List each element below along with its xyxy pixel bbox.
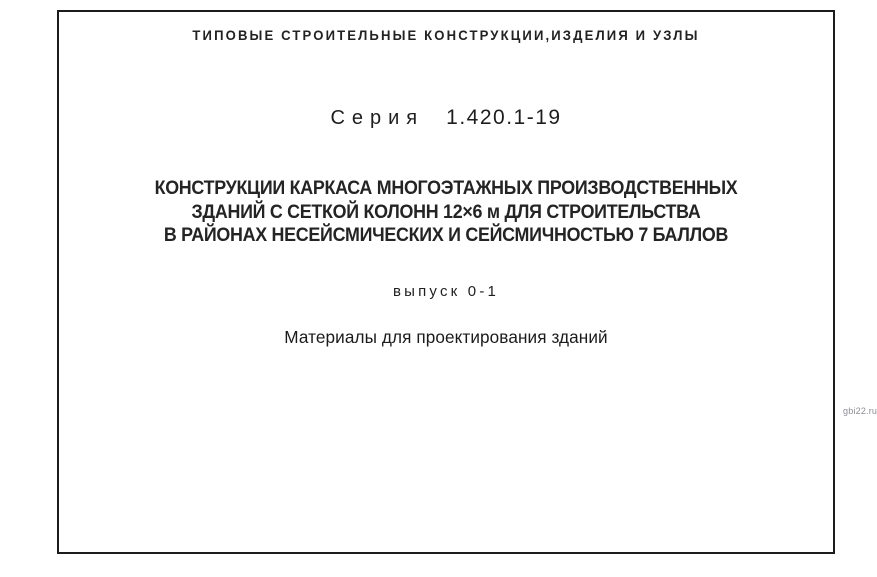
document-title-line-2: ЗДАНИЙ С СЕТКОЙ КОЛОНН 12×6 м ДЛЯ СТРОИТЕЛЬСТВА (191, 201, 701, 223)
document-series-header: ТИПОВЫЕ СТРОИТЕЛЬНЫЕ КОНСТРУКЦИИ,ИЗДЕЛИЯ И УЗЛЫ (192, 28, 700, 43)
document-title (80, 177, 811, 248)
title-page-content (57, 10, 835, 554)
series-label: Серия (330, 107, 425, 129)
series-number: 1.420.1-19 (446, 106, 562, 129)
document-title-line-3: В РАЙОНАХ НЕСЕЙСМИЧЕСКИХ И СЕЙСМИЧНОСТЬЮ 7 БАЛЛОВ (163, 225, 729, 246)
site-watermark: gbi22.ru (843, 406, 877, 416)
issue-number: выпуск 0-1 (392, 283, 500, 300)
document-title-line-1: КОНСТРУКЦИИ КАРКАСА МНОГОЭТАЖНЫХ ПРОИЗВОДСТВЕННЫХ (154, 178, 738, 199)
document-subtitle: Материалы для проектирования зданий (284, 327, 608, 347)
series-line (57, 106, 835, 130)
